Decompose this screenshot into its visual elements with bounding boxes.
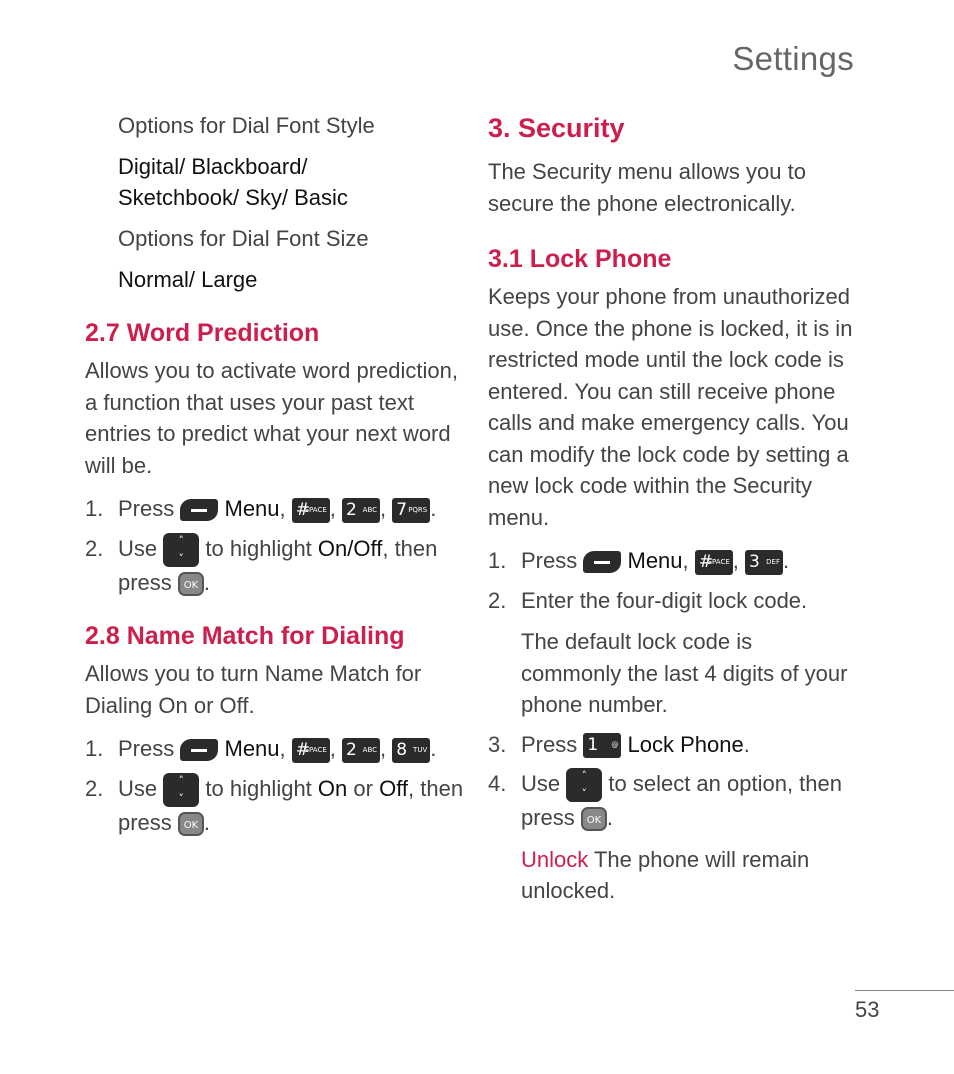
step-number: 3. — [488, 731, 507, 757]
on-label: On/ — [317, 535, 354, 561]
off-label: Off — [379, 775, 409, 801]
eight-key-icon: 8 TUV — [392, 738, 430, 763]
security-heading: 3. Security — [488, 113, 625, 143]
right-column — [488, 100, 858, 907]
security-desc: The Security menu allows you to secure the phone electronically. — [488, 159, 806, 216]
step-text: Press — [118, 496, 175, 521]
lock-phone-heading: 3.1 Lock Phone — [488, 245, 672, 273]
unlock-option — [488, 844, 858, 907]
word-prediction-step-1: 1. Press Menu, # SPACE , 2 ABC , 7 PQRS . — [85, 493, 465, 525]
step-text: Use — [521, 771, 561, 796]
three-key-icon: 3 DEF — [745, 550, 783, 575]
step-number: 2. — [488, 587, 507, 613]
left-column — [85, 100, 465, 838]
lock-phone-step-1: 1. Press Menu, # SPACE , 3 DEF . — [488, 545, 858, 577]
unlock-label: Unlock — [521, 846, 589, 872]
dial-font-style-label: Options for Dial Font Style — [118, 113, 375, 138]
page-section-title: Settings — [732, 40, 854, 77]
dial-font-size-value: Normal/ Large — [118, 267, 258, 292]
one-key-icon: 1 @ — [583, 733, 621, 758]
step-text: Enter the four-digit lock code. — [521, 587, 808, 613]
name-match-heading: 2.8 Name Match for Dialing — [85, 622, 405, 651]
left-soft-key-icon — [583, 551, 621, 573]
lock-phone-step-2 — [488, 585, 858, 617]
hash-key-icon: # SPACE — [695, 550, 733, 575]
step-text: Press — [521, 731, 578, 757]
step-text: , then press — [118, 775, 464, 835]
step-text: Use — [118, 775, 158, 801]
two-key-icon: 2 ABC — [342, 738, 380, 763]
step-text: Press — [521, 548, 578, 573]
hash-key-icon: # SPACE — [292, 498, 330, 523]
menu-label: Menu — [224, 496, 280, 521]
dial-font-size-label: Options for Dial Font Size — [118, 226, 369, 251]
ok-key-icon: OK — [178, 572, 204, 596]
seven-key-icon: 7 PQRS — [392, 498, 430, 523]
footer-divider — [855, 990, 954, 991]
hash-key-icon: # SPACE — [292, 738, 330, 763]
step-text: to highlight — [205, 535, 312, 561]
name-match-step-2: 2. Use ˄ ˅ to highlight On or Off, then press OK . — [85, 773, 464, 835]
on-label: On — [317, 775, 348, 801]
left-soft-key-icon — [180, 499, 218, 521]
menu-label: Menu — [224, 736, 280, 762]
default-code-note: The default lock code is commonly the last 4 digits of your phone number. — [521, 629, 848, 717]
step-text: to select an option, then press — [521, 771, 842, 831]
step-number: 1. — [85, 736, 104, 762]
step-number: 1. — [488, 548, 507, 573]
step-number: 1. — [85, 496, 104, 521]
two-key-icon: 2 ABC — [342, 498, 380, 523]
word-prediction-desc: Allows you to activate word prediction, a function that uses your past text entries to predict what your next word will be. — [85, 358, 458, 478]
off-label: Off — [353, 535, 383, 561]
menu-label: Menu — [627, 548, 683, 573]
navigation-key-icon: ˄ ˅ — [566, 768, 602, 802]
dial-font-style-value: Digital/ Blackboard/ Sketchbook/ Sky/ Basic — [118, 154, 348, 210]
name-match-step-1: 1. Press Menu, # SPACE , 2 ABC , 8 TUV . — [85, 733, 465, 765]
ok-key-icon: OK — [581, 807, 607, 831]
page-number: 53 — [855, 997, 880, 1022]
step-number: 2. — [85, 775, 104, 801]
step-text: to highlight — [205, 775, 312, 801]
navigation-key-icon: ˄ ˅ — [163, 773, 199, 807]
lock-phone-step-3: 3. Press 1 @ Lock Phone. — [488, 729, 858, 761]
word-prediction-step-2: 2. Use ˄ ˅ to highlight On/Off, then press OK . — [85, 533, 438, 595]
lock-phone-label: Lock Phone — [627, 731, 744, 757]
navigation-key-icon: ˄ ˅ — [163, 533, 199, 567]
step-text: Press — [118, 736, 175, 762]
name-match-desc: Allows you to turn Name Match for Dialing On or Off. — [85, 661, 422, 718]
step-text: , then press — [118, 535, 438, 595]
left-soft-key-icon — [180, 739, 218, 761]
ok-key-icon: OK — [178, 812, 204, 836]
step-number: 4. — [488, 771, 507, 796]
lock-phone-step-4: 4. Use ˄ ˅ to select an option, then press OK . — [488, 769, 842, 831]
step-number: 2. — [85, 535, 104, 561]
step-text: Use — [118, 535, 158, 561]
word-prediction-heading: 2.7 Word Prediction — [85, 319, 320, 347]
lock-phone-desc: Keeps your phone from unauthorized use. Once the phone is locked, it is in restricted mode until the lock code is entered. You can still receive phone calls and make emergency calls. You can modify the lock code by setting a new lock code within the Security menu. — [488, 284, 853, 530]
unlock-desc: The phone will remain unlocked. — [521, 846, 810, 904]
